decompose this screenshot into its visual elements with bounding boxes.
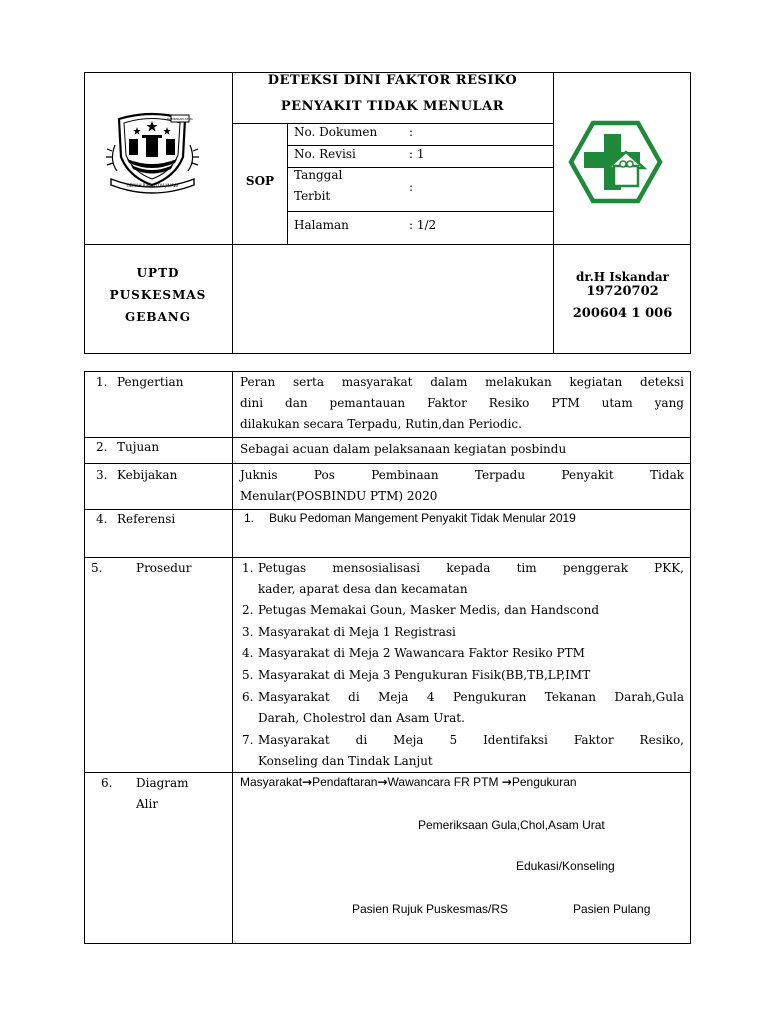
diagram-step-pemeriksaan: Pemeriksaan Gula,Chol,Asam Urat <box>418 818 605 832</box>
sop-divider <box>287 123 288 244</box>
field-label-no-revisi: No. Revisi <box>294 147 356 161</box>
flow-pengukuran: Pengukuran <box>511 775 577 789</box>
prosedur-step6-num: 6. <box>242 690 254 704</box>
org-name-line1: UPTD <box>136 266 180 280</box>
row-label-diagram-line2: Alir <box>136 797 159 811</box>
flow-pendaftaran: Pendaftaran <box>312 775 378 789</box>
flow-arrow-1: → <box>302 775 313 789</box>
prosedur-step4-line1: Masyarakat di Meja 2 Wawancara Faktor Resiko PTM <box>258 646 585 660</box>
field-divider-1 <box>287 145 553 146</box>
row-label-diagram-line1: Diagram <box>136 776 189 790</box>
field-label-no-dokumen: No. Dokumen <box>294 125 378 139</box>
row-label-kebijakan: Kebijakan <box>117 468 178 482</box>
pengertian-line2: dini dan pemantauan Faktor Resiko PTM utam yang <box>240 396 684 410</box>
field-value-tanggal-terbit: : <box>409 180 414 194</box>
diagram-step-edukasi: Edukasi/Konseling <box>516 859 615 873</box>
signer-nip-line1: 19720702 <box>586 284 659 299</box>
sop-label: SOP <box>245 174 275 188</box>
diagram-step-pulang: Pasien Pulang <box>573 902 651 916</box>
row-label-tujuan: Tujuan <box>117 440 160 454</box>
tujuan-text: Sebagai acuan dalam pelaksanaan kegiatan posbindu <box>240 442 567 456</box>
content-column-divider <box>232 371 233 944</box>
prosedur-step1-line2: kader, aparat desa dan kecamatan <box>258 582 468 596</box>
row-divider-5 <box>84 772 691 773</box>
signer-nip-line2: 200604 1 006 <box>572 306 673 321</box>
seal-banner-text: GEMAH RIPAH LOH JINAWI <box>126 183 179 188</box>
row-divider-4 <box>84 557 691 558</box>
document-title-line2: PENYAKIT TIDAK MENULAR <box>280 99 505 114</box>
puskesmas-logo <box>568 120 663 205</box>
referensi-item-num: 1. <box>244 511 255 525</box>
seal-motto-text: RAMPAKAN ATMA <box>167 117 193 121</box>
flow-arrow-3: → <box>501 775 512 789</box>
header-divider-middle <box>84 244 691 245</box>
title-divider <box>232 123 553 124</box>
field-label-terbit: Terbit <box>294 189 331 203</box>
prosedur-step6-line1: Masyarakat di Meja 4 Pengukuran Tekanan Darah,Gula <box>258 690 684 704</box>
kebijakan-line2: Menular(POSBINDU PTM) 2020 <box>240 489 438 503</box>
row-divider-1 <box>84 437 691 438</box>
prosedur-step4-num: 4. <box>242 646 254 660</box>
row-label-prosedur: Prosedur <box>136 561 192 575</box>
prosedur-step2-line1: Petugas Memakai Goun, Masker Medis, dan Handscond <box>258 603 600 617</box>
referensi-item-text: Buku Pedoman Mangement Penyakit Tidak Menular 2019 <box>269 511 576 525</box>
prosedur-step3-num: 3. <box>242 625 254 639</box>
diagram-flow-line <box>240 775 577 789</box>
row-num-prosedur: 5. <box>91 561 103 575</box>
flow-masyarakat: Masyarakat <box>240 775 303 789</box>
pengertian-line1: Peran serta masyarakat dalam melakukan kegiatan deteksi <box>240 375 684 389</box>
field-value-no-revisi: : 1 <box>409 147 425 161</box>
field-label-tanggal: Tanggal <box>294 168 343 182</box>
signer-name: dr.H Iskandar <box>576 270 669 284</box>
document-title-line1: DETEKSI DINI FAKTOR RESIKO <box>267 73 518 88</box>
diagram-step-rujuk: Pasien Rujuk Puskesmas/RS <box>352 902 509 916</box>
field-divider-3 <box>287 211 553 212</box>
flow-wawancara: Wawancara FR PTM <box>387 775 502 789</box>
prosedur-step6-line2: Darah, Cholestrol dan Asam Urat. <box>258 711 465 725</box>
row-num-pengertian: 1. <box>96 375 108 389</box>
prosedur-step5-num: 5. <box>242 668 254 682</box>
prosedur-step3-line1: Masyarakat di Meja 1 Registrasi <box>258 625 456 639</box>
row-num-tujuan: 2. <box>96 440 108 454</box>
prosedur-step2-num: 2. <box>242 603 254 617</box>
prosedur-step5-line1: Masyarakat di Meja 3 Pengukuran Fisik(BB,TB,LP,IMT <box>258 668 591 682</box>
prosedur-step7-line1: Masyarakat di Meja 5 Identifaksi Faktor Resiko, <box>258 733 684 747</box>
row-num-diagram: 6. <box>101 776 113 790</box>
pengertian-line3: dilakukan secara Terpadu, Rutin,dan Periodic. <box>240 417 522 431</box>
prosedur-step7-line2: Konseling dan Tindak Lanjut <box>258 754 433 768</box>
field-value-no-dokumen: : <box>409 125 414 139</box>
org-name-line3: GEBANG <box>124 310 192 324</box>
field-label-halaman: Halaman <box>294 218 349 232</box>
prosedur-step7-num: 7. <box>242 733 254 747</box>
regional-seal-logo <box>105 105 200 195</box>
row-num-referensi: 4. <box>96 512 108 526</box>
row-divider-3 <box>84 509 691 510</box>
prosedur-step1-num: 1. <box>242 561 254 575</box>
row-num-kebijakan: 3. <box>96 468 108 482</box>
row-divider-2 <box>84 463 691 464</box>
row-label-referensi: Referensi <box>117 512 176 526</box>
header-divider-left <box>232 72 233 354</box>
flow-arrow-2: → <box>377 775 388 789</box>
field-value-halaman: : 1/2 <box>409 218 437 232</box>
kebijakan-line1: Juknis Pos Pembinaan Terpadu Penyakit Tidak <box>240 468 684 482</box>
prosedur-step1-line1: Petugas mensosialisasi kepada tim penggerak PKK, <box>258 561 684 575</box>
org-name-line2: PUSKESMAS <box>109 288 207 302</box>
row-label-pengertian: Pengertian <box>117 375 184 389</box>
